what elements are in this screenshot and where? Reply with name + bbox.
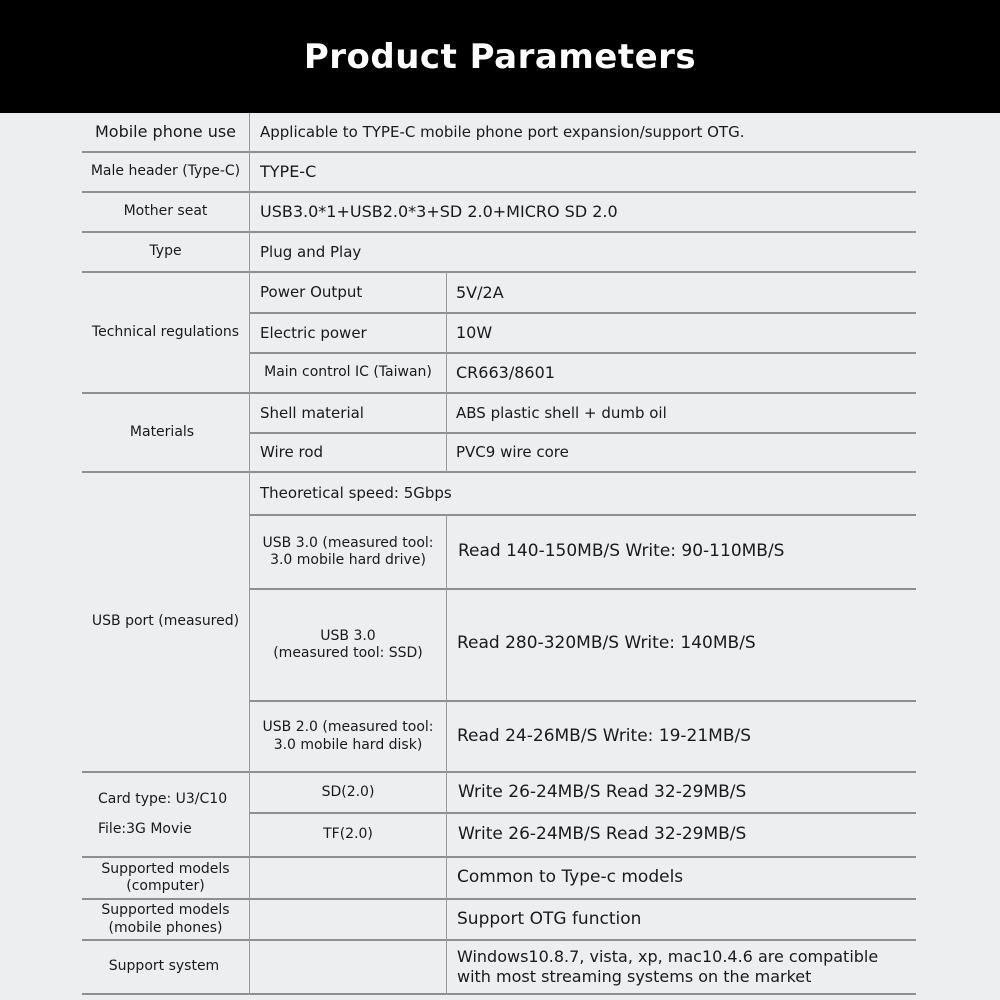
spec-value: ABS plastic shell + dumb oil [456, 403, 667, 422]
card-slot-result: Write 26-24MB/S Read 32-29MB/S [458, 824, 747, 845]
card-slot-name: SD(2.0) [321, 783, 375, 800]
usb-test-name-line: 3.0 mobile hard disk) [273, 736, 423, 753]
usb-test-name [250, 702, 446, 771]
value-mother-seat: USB3.0*1+USB2.0*3+SD 2.0+MICRO SD 2.0 [260, 202, 618, 221]
column-divider [446, 857, 447, 995]
label-male-header: Male header (Type-C) [90, 163, 241, 180]
usb-test-name-line: (measured tool: SSD) [273, 645, 423, 661]
usb-test-name [250, 590, 446, 700]
row-divider [82, 993, 916, 995]
usb-test-result: Read 280-320MB/S Write: 140MB/S [457, 633, 756, 654]
label-line: Supported models [101, 860, 230, 877]
value-line: Windows10.8.7, vista, xp, mac10.4.6 are compatible [457, 947, 879, 966]
value-male-header: TYPE-C [260, 162, 317, 181]
label-supported-models-computer [82, 858, 249, 898]
card-type-line: Card type: U3/C10 [98, 791, 228, 807]
value-supported-models-phones: Support OTG function [457, 908, 642, 929]
card-slot-name: TF(2.0) [323, 826, 373, 843]
usb-test-result: Read 140-150MB/S Write: 90-110MB/S [458, 541, 785, 562]
value-supported-models-computer: Common to Type-c models [457, 867, 684, 888]
spec-name: Shell material [260, 403, 364, 422]
value-support-system [457, 941, 917, 993]
label-technical-regulations: Technical regulations [91, 323, 240, 340]
column-divider [446, 515, 447, 857]
usb-test-name-line: USB 3.0 (measured tool: [262, 534, 434, 551]
usb-test-name [250, 516, 446, 588]
label-line: Supported models [101, 902, 230, 918]
value-type: Plug and Play [260, 242, 362, 261]
spec-value: 5V/2A [456, 282, 504, 302]
label-line: (computer) [126, 878, 205, 894]
card-file-line: File:3G Movie [98, 820, 192, 837]
spec-value: 10W [456, 323, 493, 342]
label-usb-port: USB port (measured) [91, 613, 240, 630]
page-title: Product Parameters [303, 36, 697, 77]
usb-test-name-line: USB 3.0 [320, 627, 376, 644]
spec-value: CR663/8601 [456, 363, 555, 382]
spec-name: Wire rod [260, 443, 324, 462]
theoretical-speed: Theoretical speed: 5Gbps [260, 484, 452, 503]
label-support-system: Support system [108, 958, 220, 975]
label-mobile-phone-use: Mobile phone use [94, 122, 237, 141]
label-line: (mobile phones) [108, 919, 223, 936]
label-mother-seat: Mother seat [123, 203, 208, 220]
value-line: with most streaming systems on the market [457, 967, 812, 986]
column-divider [446, 272, 447, 472]
label-materials: Materials [129, 423, 195, 440]
spec-name: Electric power [260, 323, 367, 342]
card-slot-result: Write 26-24MB/S Read 32-29MB/S [458, 781, 747, 802]
label-type: Type [149, 243, 182, 260]
label-card-type [98, 773, 248, 856]
usb-test-name-line: 3.0 mobile hard drive) [270, 552, 426, 568]
spec-name: Power Output [260, 283, 363, 302]
value-mobile-phone-use: Applicable to TYPE-C mobile phone port expansion/support OTG. [260, 122, 745, 141]
label-supported-models-phones [82, 900, 249, 939]
spec-value: PVC9 wire core [456, 443, 569, 462]
usb-test-result: Read 24-26MB/S Write: 19-21MB/S [457, 725, 752, 746]
usb-test-name-line: USB 2.0 (measured tool: [262, 719, 434, 735]
spec-name: Main control IC (Taiwan) [264, 364, 432, 381]
